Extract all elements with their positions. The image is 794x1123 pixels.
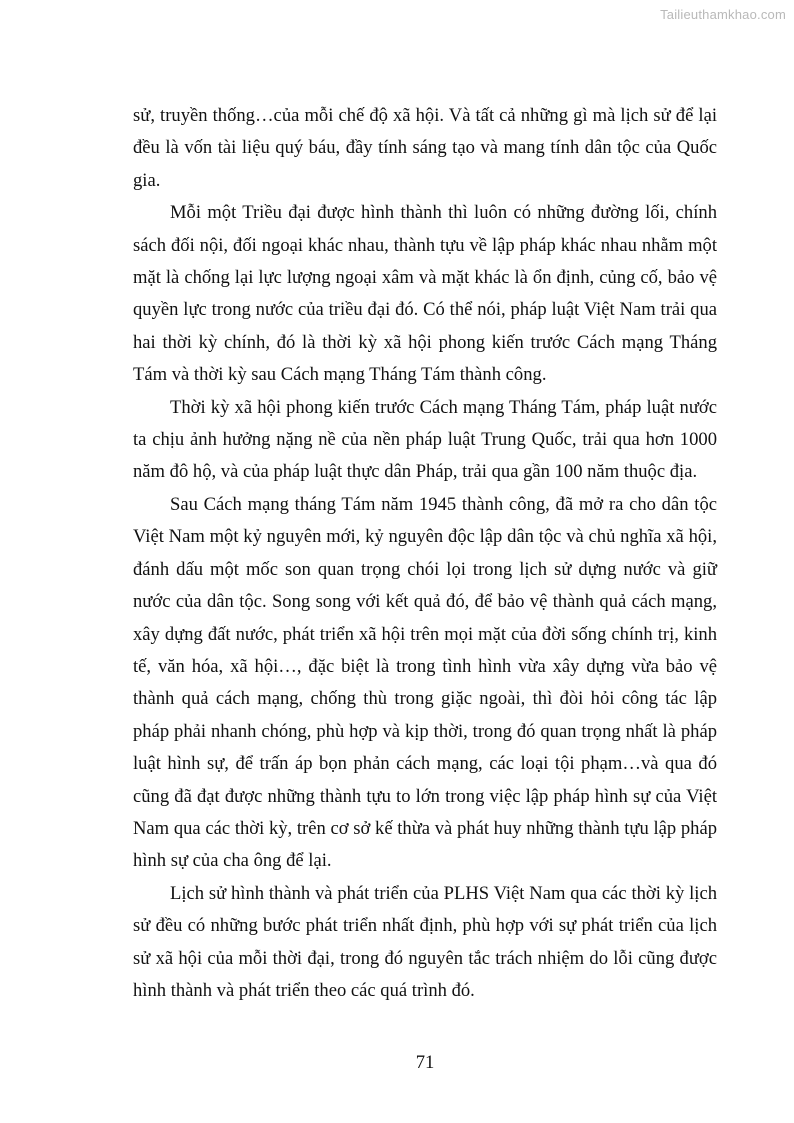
paragraph-criminal-law-history: Lịch sử hình thành và phát triển của PLHS Việt Nam qua các thời kỳ lịch sử đều có những bước phát triển nhất định, phù hợp với sự phát triển của lịch sử xã hội của mỗi thời đại, trong đó nguyên tắc trách nhiệm do lỗi cũng được hình thành và phát triển theo các quá trình đó. bbox=[133, 882, 717, 1001]
document-body bbox=[133, 100, 717, 1007]
watermark-text: Tailieuthamkhao.com bbox=[660, 7, 786, 22]
page-number: 71 bbox=[415, 1052, 435, 1073]
paragraph-feudal-period: Thời kỳ xã hội phong kiến trước Cách mạng Tháng Tám, pháp luật nước ta chịu ảnh hưởng nặng nề của nền pháp luật Trung Quốc, trải qua hơn 1000 năm đô hộ, và của pháp luật thực dân Pháp, trải qua gần 100 năm thuộc địa. bbox=[133, 396, 717, 483]
paragraph-dynasty-policies: Mỗi một Triều đại được hình thành thì luôn có những đường lối, chính sách đối nội, đối ngoại khác nhau, thành tựu về lập pháp khác nhau nhằm một mặt là chống lại lực lượng ngoại xâm và mặt khác là ổn định, củng cố, bảo vệ quyền lực trong nước của triều đại đó. Có thể nói, pháp luật Việt Nam trải qua hai thời kỳ chính, đó là thời kỳ xã hội phong kiến trước Cách mạng Tháng Tám và thời kỳ sau Cách mạng Tháng Tám thành công. bbox=[133, 202, 717, 386]
paragraph-continuation: sử, truyền thống…của mỗi chế độ xã hội. Và tất cả những gì mà lịch sử để lại đều là vốn tài liệu quý báu, đầy tính sáng tạo và mang tính dân tộc của Quốc gia. bbox=[133, 105, 717, 191]
paragraph-after-revolution: Sau Cách mạng tháng Tám năm 1945 thành công, đã mở ra cho dân tộc Việt Nam một kỷ nguyên mới, kỷ nguyên độc lập dân tộc và chủ nghĩa xã hội, đánh dấu một mốc son quan trọng chói lọi trong lịch sử dựng nước và giữ nước của dân tộc. Song song với kết quả đó, để bảo vệ thành quả cách mạng, xây dựng đất nước, phát triển xã hội trên mọi mặt của đời sống chính trị, kinh tế, văn hóa, xã hội…, đặc biệt là trong tình hình vừa xây dựng vừa bảo vệ thành quả cách mạng, chống thù trong giặc ngoài, thì đòi hỏi công tác lập pháp phải nhanh chóng, phù hợp và kịp thời, trong đó quan trọng nhất là pháp luật hình sự, để trấn áp bọn phản cách mạng, các loại tội phạm…và qua đó cũng đã đạt được những thành tựu to lớn trong việc lập pháp hình sự của Việt Nam qua các thời kỳ, trên cơ sở kế thừa và phát huy những thành tựu lập pháp hình sự của cha ông để lại. bbox=[133, 493, 717, 872]
